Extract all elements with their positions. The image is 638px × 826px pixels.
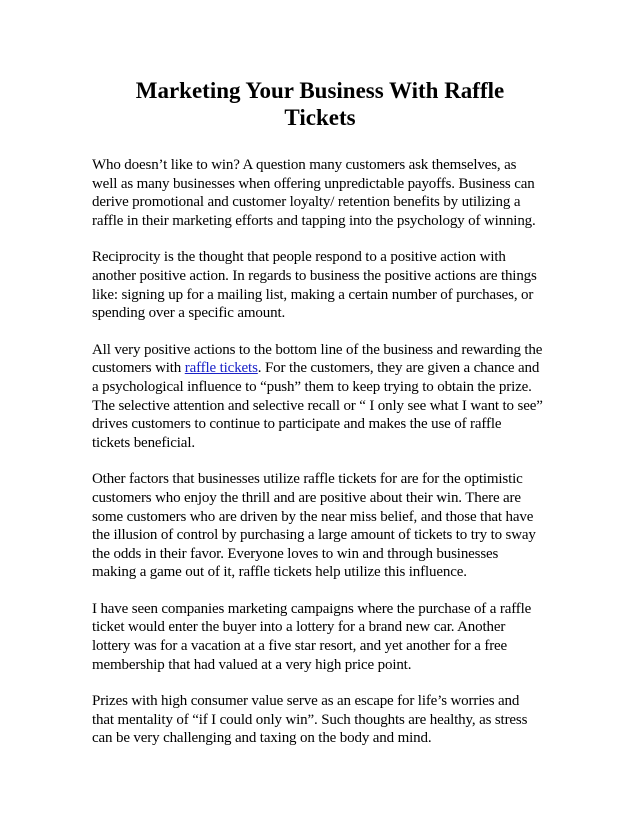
text-line: drives customers to continue to participate and makes the use of raffle bbox=[92, 416, 502, 433]
text-line: can be very challenging and taxing on the body and mind. bbox=[92, 730, 432, 747]
raffle-tickets-link[interactable]: raffle tickets bbox=[184, 360, 258, 377]
text-segment: customers with bbox=[92, 360, 185, 377]
title-line-2: Tickets bbox=[284, 105, 356, 130]
text-line: raffle in their marketing efforts and tapping into the psychology of winning. bbox=[92, 212, 536, 229]
text-line: Reciprocity is the thought that people respond to a positive action with bbox=[92, 249, 506, 266]
text-line: I have seen companies marketing campaigns where the purchase of a raffle bbox=[92, 600, 532, 617]
paragraph-other-factors bbox=[92, 470, 548, 582]
text-line: Other factors that businesses utilize raffle tickets for are for the optimistic bbox=[92, 471, 523, 488]
text-line: that mentality of “if I could only win”. Such thoughts are healthy, as stress bbox=[92, 711, 528, 728]
paragraph-positive-actions bbox=[92, 341, 548, 453]
text-line: ticket would enter the buyer into a lottery for a brand new car. Another bbox=[92, 619, 506, 636]
text-line bbox=[92, 359, 548, 378]
text-line: Prizes with high consumer value serve as an escape for life’s worries and bbox=[92, 693, 520, 710]
text-line: Who doesn’t like to win? A question many customers ask themselves, as bbox=[92, 157, 517, 173]
text-segment: . For the customers, they are given a chance and bbox=[257, 360, 540, 377]
text-line: lottery was for a vacation at a five star resort, and yet another for a free bbox=[92, 638, 508, 655]
text-line: customers who enjoy the thrill and are positive about their win. There are bbox=[92, 489, 521, 506]
text-line: The selective attention and selective recall or “ I only see what I want to see” bbox=[92, 397, 543, 414]
text-line: a psychological influence to “push” them to keep trying to obtain the prize. bbox=[92, 378, 532, 395]
paragraph-campaigns bbox=[92, 600, 548, 674]
text-line: another positive action. In regards to business the positive actions are things bbox=[92, 267, 537, 284]
paragraph-intro bbox=[92, 156, 548, 230]
text-line: membership that had valued at a very high price point. bbox=[92, 656, 412, 673]
text-line: making a game out of it, raffle tickets help utilize this influence. bbox=[92, 564, 467, 581]
paragraph-prizes bbox=[92, 692, 548, 748]
text-line: the odds in their favor. Everyone loves to win and through businesses bbox=[92, 545, 499, 562]
text-line: the illusion of control by purchasing a large amount of tickets to try to sway bbox=[92, 527, 536, 544]
title-line-1: Marketing Your Business With Raffle bbox=[135, 78, 505, 103]
page-title bbox=[92, 77, 548, 131]
text-line: like: signing up for a mailing list, making a certain number of purchases, or bbox=[92, 286, 534, 303]
text-line: tickets beneficial. bbox=[92, 434, 195, 451]
text-line: spending over a specific amount. bbox=[92, 305, 286, 322]
text-line: derive promotional and customer loyalty/ retention benefits by utilizing a bbox=[92, 194, 521, 211]
paragraph-reciprocity bbox=[92, 248, 548, 322]
text-line: All very positive actions to the bottom line of the business and rewarding the bbox=[92, 341, 543, 358]
document-page bbox=[92, 77, 548, 748]
text-line: well as many businesses when offering unpredictable payoffs. Business can bbox=[92, 175, 535, 192]
text-line: some customers who are driven by the near miss belief, and those that have bbox=[92, 508, 534, 525]
